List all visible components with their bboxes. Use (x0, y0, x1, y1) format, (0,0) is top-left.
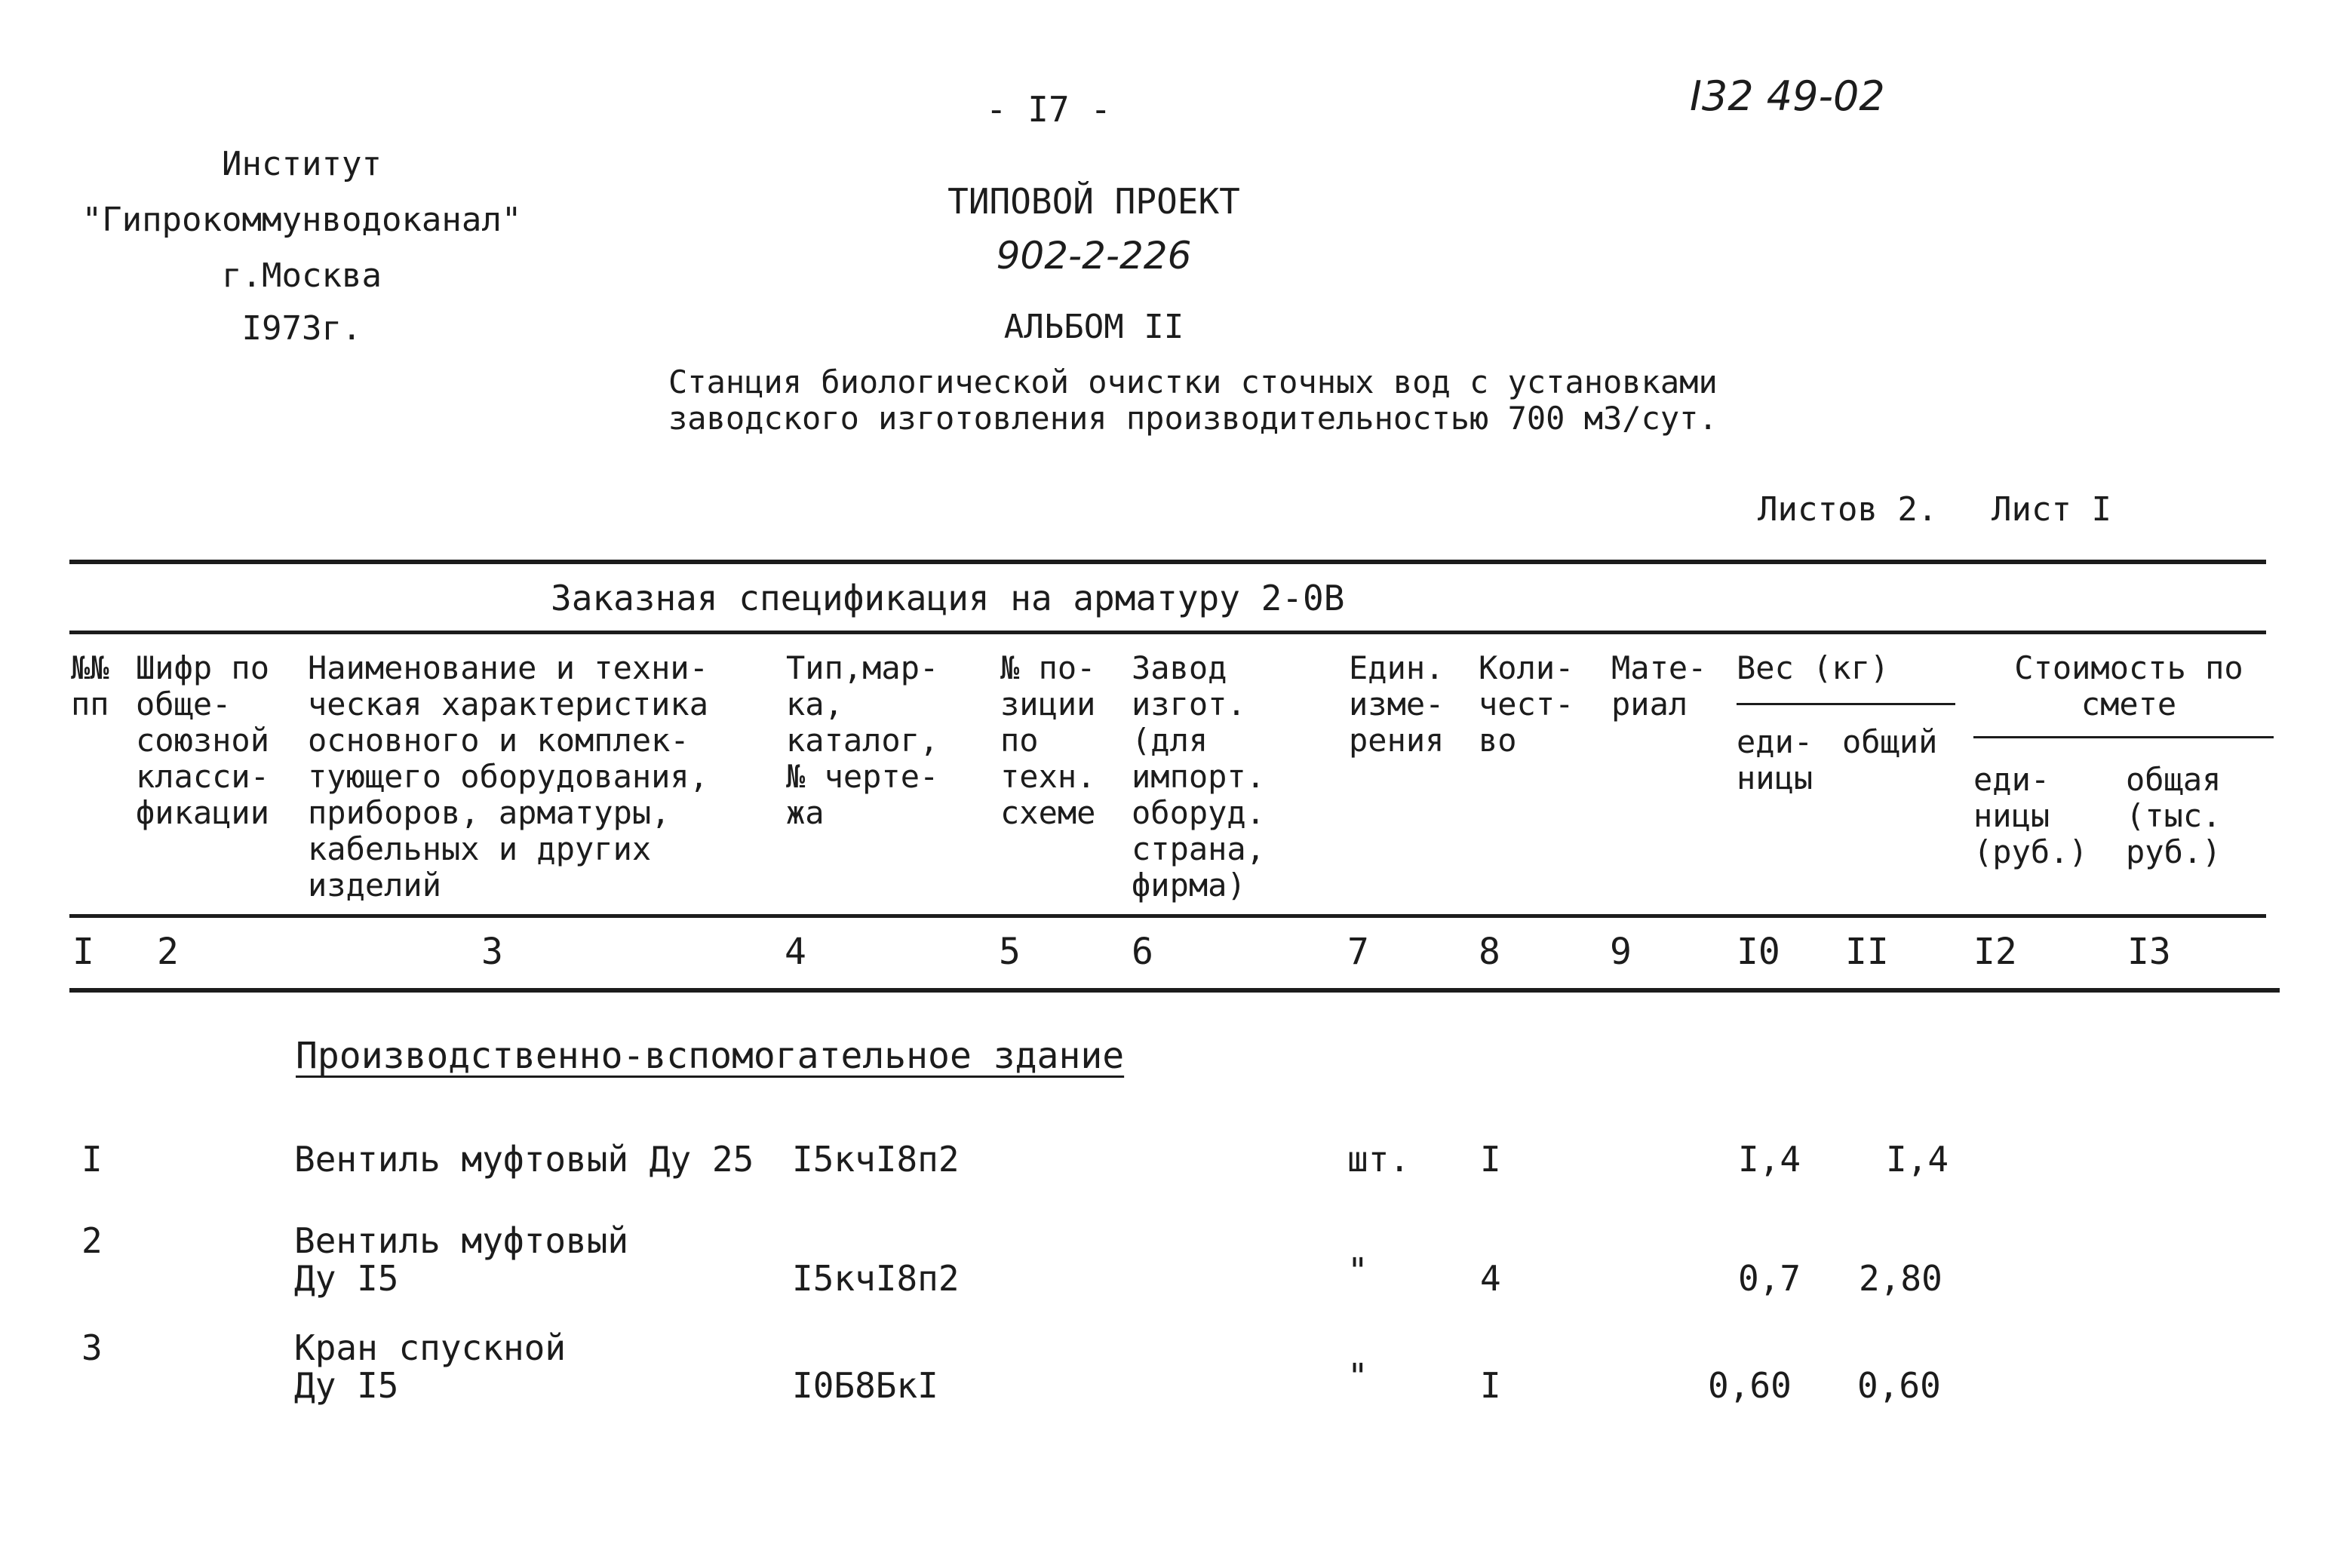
row-type: I0Б8БкI (792, 1365, 938, 1406)
table-top-rule (69, 560, 2266, 564)
header-cost-total: общая (тыс. руб.) (2126, 761, 2222, 870)
album-label: АЛЬБОМ II (1003, 308, 1184, 346)
institute-city: г.Москва (222, 256, 382, 295)
row-unit: " (1347, 1250, 1368, 1291)
row-weight-total: I,4 (1886, 1139, 1949, 1180)
header-weight-unit: еди- ницы (1737, 723, 1813, 796)
header-classification-code: Шифр по обще- союзной класси- фикации (136, 649, 270, 831)
column-number: 8 (1479, 931, 1500, 973)
column-numbers-bottom-rule (69, 988, 2280, 993)
row-quantity: I (1480, 1365, 1501, 1406)
project-title: ТИПОВОЙ ПРОЕКТ (947, 181, 1240, 222)
row-number: 3 (81, 1327, 103, 1368)
row-quantity: I (1480, 1139, 1501, 1180)
column-number: I3 (2127, 931, 2171, 973)
row-weight-unit: I,4 (1738, 1139, 1801, 1180)
institute-org: "Гипрокоммунводоканал" (81, 201, 522, 239)
column-number: II (1845, 931, 1889, 973)
header-cost: Стоимость по смете (2014, 649, 2243, 723)
column-number: I0 (1737, 931, 1780, 973)
header-position: № по- зиции по техн. схеме (1000, 649, 1096, 831)
row-name: Вентиль муфтовый Ду I5 (294, 1220, 629, 1299)
header-weight-total: общий (1842, 723, 1938, 760)
column-number: 9 (1610, 931, 1632, 973)
row-weight-total: 2,80 (1859, 1258, 1942, 1299)
row-name: Кран спускной Ду I5 (294, 1327, 567, 1406)
header-name-description: Наименование и техни- ческая характеристика основного и комплек- тующего оборудования, приборов, арматуры, кабельных и других изделий (308, 649, 709, 904)
column-number: 6 (1132, 931, 1153, 973)
table-title-rule (69, 631, 2266, 634)
column-number: 4 (785, 931, 806, 973)
column-number: I (72, 931, 94, 973)
section-title: Производственно-вспомогательное здание (296, 1035, 1125, 1077)
page-number: - I7 - (985, 89, 1112, 130)
table-title: Заказная спецификация на арматуру 2-0В (551, 578, 1345, 618)
header-quantity: Коли- чест- во (1479, 649, 1574, 759)
header-row-number: №№ пп (71, 649, 109, 723)
project-description-line2: заводского изготовления производительностью 700 м3/сут. (668, 400, 1718, 437)
project-description-line1: Станция биологической очистки сточных вод с установками (668, 364, 1718, 400)
header-weight: Вес (кг) (1737, 649, 1890, 686)
header-material: Мате- риал (1611, 649, 1707, 723)
institute-name: Институт (222, 145, 382, 183)
row-unit: " (1347, 1356, 1368, 1397)
row-number: 2 (81, 1220, 103, 1261)
document-code: I32 49-02 (1690, 72, 1885, 120)
row-weight-unit: 0,7 (1738, 1258, 1801, 1299)
header-bottom-rule (69, 914, 2266, 918)
header-manufacturer: Завод изгот. (для импорт. оборуд. страна, фирма) (1132, 649, 1266, 904)
sheets-total: Листов 2. (1758, 490, 1938, 529)
header-cost-unit: еди- ницы (руб.) (1973, 761, 2088, 870)
row-unit: шт. (1347, 1139, 1411, 1180)
sheet-current: Лист I (1992, 490, 2111, 529)
column-number: 5 (999, 931, 1021, 973)
row-type: I5кчI8п2 (792, 1258, 960, 1299)
cost-subheader-rule (1973, 736, 2274, 738)
row-weight-unit: 0,60 (1708, 1365, 1792, 1406)
column-number: I2 (1973, 931, 2017, 973)
row-name: Вентиль муфтовый Ду 25 (294, 1139, 754, 1180)
weight-subheader-rule (1737, 703, 1955, 705)
row-quantity: 4 (1480, 1258, 1501, 1299)
project-number: 902-2-226 (996, 234, 1192, 278)
header-unit: Един. изме- рения (1349, 649, 1445, 759)
row-number: I (81, 1139, 103, 1180)
institute-year: I973г. (241, 309, 362, 348)
column-number: 2 (157, 931, 179, 973)
column-number: 3 (481, 931, 503, 973)
header-type-catalog: Тип,мар- ка, каталог, № черте- жа (786, 649, 939, 831)
column-number: 7 (1347, 931, 1369, 973)
row-weight-total: 0,60 (1857, 1365, 1941, 1406)
row-type: I5кчI8п2 (792, 1139, 960, 1180)
